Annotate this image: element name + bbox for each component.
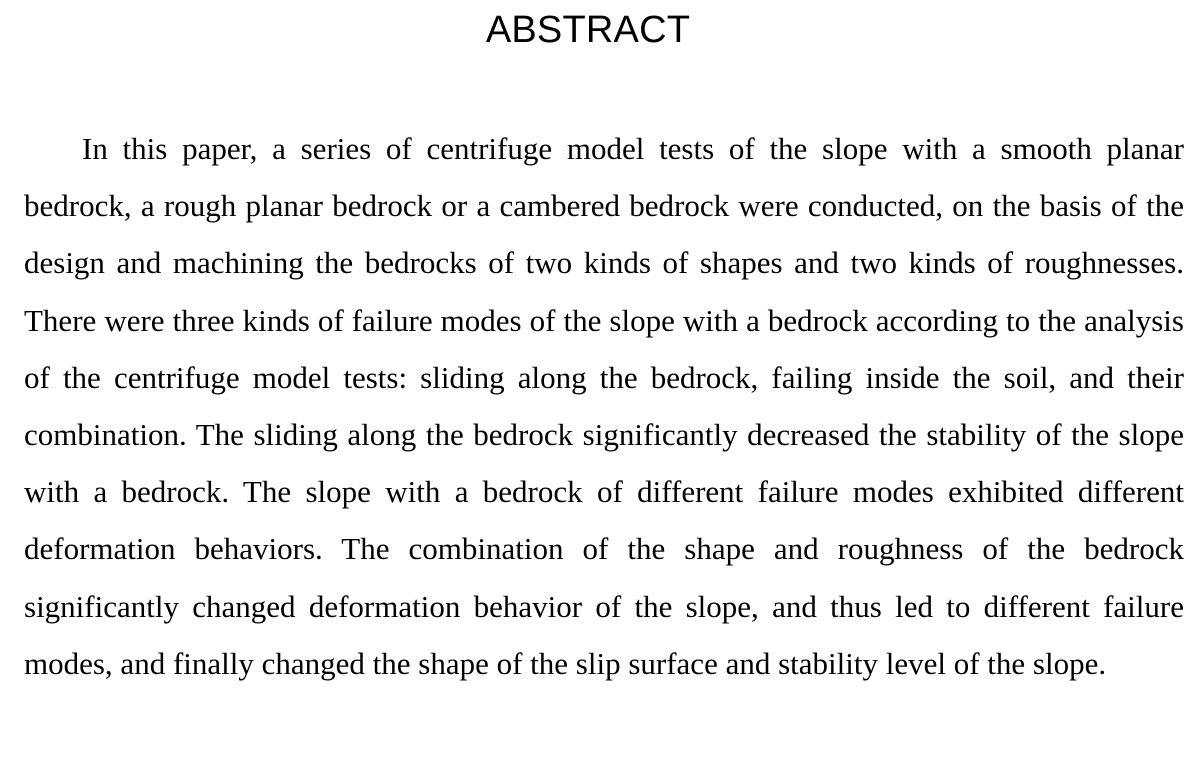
abstract-heading: ABSTRACT	[485, 9, 691, 51]
abstract-paragraph: In this paper, a series of centrifuge model tests of the slope with a smooth planar bedrock, a rough planar bedrock or a cambered bedrock were conducted, on the basis of the design and machining the bedrocks of two kinds of shapes and two kinds of roughnesses. There were three kinds of failure modes of the slope with a bedrock according to the analysis of the centrifuge model tests: sliding along the bedrock, failing inside the soil, and their combination. The sliding along the bedrock significantly decreased the stability of the slope with a bedrock. The slope with a bedrock of different failure modes exhibited different deformation behaviors. The combination of the shape and roughness of the bedrock significantly changed deformation behavior of the slope, and thus led to different failure modes, and finally changed the shape of the slip surface and stability level of the slope.	[24, 131, 1184, 681]
